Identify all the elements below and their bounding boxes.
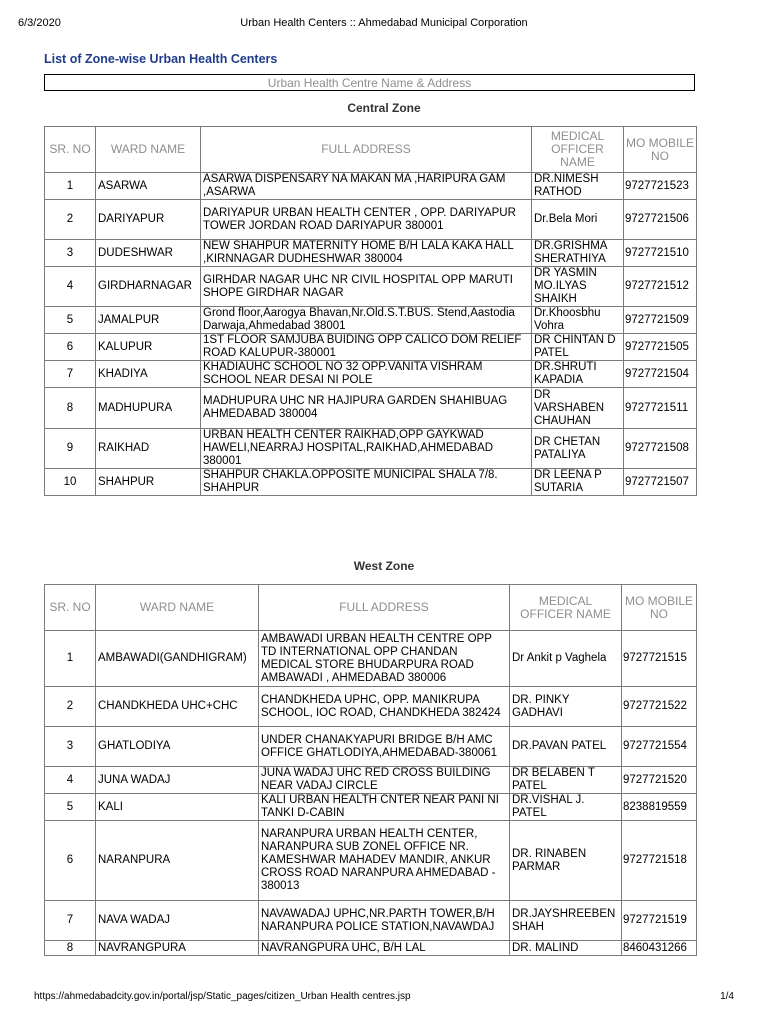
cell-officer: DR YASMIN MO.ILYAS SHAIKH xyxy=(532,267,624,307)
cell-officer: DR. PINKY GADHAVI xyxy=(510,687,622,727)
cell-mob: 9727721512 xyxy=(624,267,697,307)
cell-address: KALI URBAN HEALTH CNTER NEAR PANI NI TANKI D-CABIN xyxy=(259,794,510,821)
cell-mob: 9727721554 xyxy=(622,727,697,767)
cell-address: NARANPURA URBAN HEALTH CENTER, NARANPURA SUB ZONEL OFFICE NR. KAMESHWAR MAHADEV MANDIR, ANKUR CROSS ROAD NARANPURA AHMEDABAD - 380013 xyxy=(259,821,510,901)
cell-ward: KALI xyxy=(96,794,259,821)
cell-officer: DR VARSHABEN CHAUHAN xyxy=(532,388,624,429)
cell-sr: 9 xyxy=(45,429,96,469)
table-row xyxy=(45,941,697,956)
col-ward-name: WARD NAME xyxy=(96,127,201,173)
cell-ward: NAVRANGPURA xyxy=(96,941,259,956)
west-zone-title: West Zone xyxy=(353,559,415,573)
cell-address: AMBAWADI URBAN HEALTH CENTRE OPP TD INTERNATIONAL OPP CHANDAN MEDICAL STORE BHUDARPURA ROAD AMBAWADI , AHMEDABAD 380006 xyxy=(259,631,510,687)
col-mobile-no: MO MOBILE NO xyxy=(622,585,697,631)
cell-officer: Dr Ankit p Vaghela xyxy=(510,631,622,687)
table-row xyxy=(45,361,697,388)
cell-officer: DR LEENA P SUTARIA xyxy=(532,469,624,496)
cell-ward: JAMALPUR xyxy=(96,307,201,334)
table-row xyxy=(45,267,697,307)
cell-sr: 2 xyxy=(45,687,96,727)
cell-address: NEW SHAHPUR MATERNITY HOME B/H LALA KAKA HALL ,KIRNNAGAR DUDHESHWAR 380004 xyxy=(201,240,532,267)
cell-sr: 3 xyxy=(45,240,96,267)
cell-address: NAVRANGPURA UHC, B/H LAL xyxy=(259,941,510,956)
cell-officer: DR BELABEN T PATEL xyxy=(510,767,622,794)
col-full-address: FULL ADDRESS xyxy=(201,127,532,173)
central-zone-title: Central Zone xyxy=(347,101,421,115)
cell-sr: 4 xyxy=(45,767,96,794)
col-medical-officer: MEDICAL OFFICER NAME xyxy=(532,127,624,173)
cell-officer: Dr.Khoosbhu Vohra xyxy=(532,307,624,334)
cell-ward: RAIKHAD xyxy=(96,429,201,469)
cell-address: CHANDKHEDA UPHC, OPP. MANIKRUPA SCHOOL, IOC ROAD, CHANDKHEDA 382424 xyxy=(259,687,510,727)
cell-ward: SHAHPUR xyxy=(96,469,201,496)
table-row xyxy=(45,429,697,469)
cell-address: KHADIAUHC SCHOOL NO 32 OPP.VANITA VISHRAM SCHOOL NEAR DESAI NI POLE xyxy=(201,361,532,388)
cell-officer: DR.NIMESH RATHOD xyxy=(532,173,624,200)
cell-sr: 1 xyxy=(45,631,96,687)
cell-officer: DR.GRISHMA SHERATHIYA xyxy=(532,240,624,267)
cell-sr: 6 xyxy=(45,821,96,901)
cell-ward: ASARWA xyxy=(96,173,201,200)
cell-mob: 9727721506 xyxy=(624,200,697,240)
cell-ward: NARANPURA xyxy=(96,821,259,901)
cell-ward: KHADIYA xyxy=(96,361,201,388)
table-row xyxy=(45,767,697,794)
cell-officer: DR.SHRUTI KAPADIA xyxy=(532,361,624,388)
cell-mob: 9727721507 xyxy=(624,469,697,496)
cell-mob: 8460431266 xyxy=(622,941,697,956)
table-row xyxy=(45,687,697,727)
col-mobile-no: MO MOBILE NO xyxy=(624,127,697,173)
print-date: 6/3/2020 xyxy=(18,17,61,29)
cell-mob: 9727721509 xyxy=(624,307,697,334)
table-row xyxy=(45,240,697,267)
cell-address: JUNA WADAJ UHC RED CROSS BUILDING NEAR VADAJ CIRCLE xyxy=(259,767,510,794)
col-medical-officer: MEDICAL OFFICER NAME xyxy=(510,585,622,631)
table-row xyxy=(45,469,697,496)
col-ward-name: WARD NAME xyxy=(96,585,259,631)
cell-officer: DR.VISHAL J. PATEL xyxy=(510,794,622,821)
cell-mob: 9727721508 xyxy=(624,429,697,469)
cell-officer: Dr.Bela Mori xyxy=(532,200,624,240)
cell-address: DARIYAPUR URBAN HEALTH CENTER , OPP. DARIYAPUR TOWER JORDAN ROAD DARIYAPUR 380001 xyxy=(201,200,532,240)
cell-sr: 7 xyxy=(45,361,96,388)
central-zone-table xyxy=(44,126,697,496)
table-row xyxy=(45,307,697,334)
cell-mob: 9727721522 xyxy=(622,687,697,727)
cell-mob: 9727721505 xyxy=(624,334,697,361)
cell-address: MADHUPURA UHC NR HAJIPURA GARDEN SHAHIBUAG AHMEDABAD 380004 xyxy=(201,388,532,429)
cell-officer: DR.JAYSHREEBEN SHAH xyxy=(510,901,622,941)
table-row xyxy=(45,173,697,200)
cell-ward: DUDESHWAR xyxy=(96,240,201,267)
cell-mob: 9727721523 xyxy=(624,173,697,200)
cell-mob: 9727721520 xyxy=(622,767,697,794)
cell-address: NAVAWADAJ UPHC,NR.PARTH TOWER,B/H NARANPURA POLICE STATION,NAVAWDAJ xyxy=(259,901,510,941)
cell-officer: DR CHINTAN D PATEL xyxy=(532,334,624,361)
cell-ward: MADHUPURA xyxy=(96,388,201,429)
cell-ward: JUNA WADAJ xyxy=(96,767,259,794)
cell-mob: 9727721511 xyxy=(624,388,697,429)
cell-sr: 5 xyxy=(45,307,96,334)
name-address-header: Urban Health Centre Name & Address xyxy=(44,74,695,91)
cell-sr: 1 xyxy=(45,173,96,200)
cell-officer: DR CHETAN PATALIYA xyxy=(532,429,624,469)
cell-ward: GHATLODIYA xyxy=(96,727,259,767)
table-row xyxy=(45,631,697,687)
cell-mob: 9727721515 xyxy=(622,631,697,687)
col-full-address: FULL ADDRESS xyxy=(259,585,510,631)
cell-sr: 5 xyxy=(45,794,96,821)
cell-officer: DR. MALIND xyxy=(510,941,622,956)
table-row xyxy=(45,334,697,361)
cell-address: Grond floor,Aarogya Bhavan,Nr.Old.S.T.BUS. Stend,Aastodia Darwaja,Ahmedabad 38001 xyxy=(201,307,532,334)
cell-address: GIRHDAR NAGAR UHC NR CIVIL HOSPITAL OPP MARUTI SHOPE GIRDHAR NAGAR xyxy=(201,267,532,307)
col-sr-no: SR. NO xyxy=(45,585,96,631)
cell-officer: DR. RINABEN PARMAR xyxy=(510,821,622,901)
west-zone-table xyxy=(44,584,697,956)
print-title: Urban Health Centers :: Ahmedabad Municipal Corporation xyxy=(240,17,528,29)
cell-ward: DARIYAPUR xyxy=(96,200,201,240)
cell-mob: 9727721519 xyxy=(622,901,697,941)
cell-address: UNDER CHANAKYAPURI BRIDGE B/H AMC OFFICE GHATLODIYA,AHMEDABAD-380061 xyxy=(259,727,510,767)
cell-officer: DR.PAVAN PATEL xyxy=(510,727,622,767)
cell-ward: NAVA WADAJ xyxy=(96,901,259,941)
cell-ward: AMBAWADI(GANDHIGRAM) xyxy=(96,631,259,687)
table-row xyxy=(45,821,697,901)
table-row xyxy=(45,727,697,767)
cell-ward: KALUPUR xyxy=(96,334,201,361)
cell-sr: 4 xyxy=(45,267,96,307)
table-row xyxy=(45,388,697,429)
cell-sr: 2 xyxy=(45,200,96,240)
page-title: List of Zone-wise Urban Health Centers xyxy=(44,52,278,66)
cell-sr: 8 xyxy=(45,941,96,956)
cell-sr: 6 xyxy=(45,334,96,361)
table-row xyxy=(45,794,697,821)
cell-address: URBAN HEALTH CENTER RAIKHAD,OPP GAYKWAD HAWELI,NEARRAJ HOSPITAL,RAIKHAD,AHMEDABAD 380001 xyxy=(201,429,532,469)
page-number: 1/4 xyxy=(720,991,734,1002)
col-sr-no: SR. NO xyxy=(45,127,96,173)
cell-sr: 10 xyxy=(45,469,96,496)
cell-mob: 9727721510 xyxy=(624,240,697,267)
cell-address: ASARWA DISPENSARY NA MAKAN MA ,HARIPURA GAM ,ASARWA xyxy=(201,173,532,200)
table-row xyxy=(45,200,697,240)
table-row xyxy=(45,901,697,941)
cell-address: SHAHPUR CHAKLA.OPPOSITE MUNICIPAL SHALA 7/8. SHAHPUR xyxy=(201,469,532,496)
page-url: https://ahmedabadcity.gov.in/portal/jsp/Static_pages/citizen_Urban Health centres.jsp xyxy=(34,991,411,1002)
cell-sr: 8 xyxy=(45,388,96,429)
cell-mob: 8238819559 xyxy=(622,794,697,821)
cell-mob: 9727721504 xyxy=(624,361,697,388)
cell-sr: 7 xyxy=(45,901,96,941)
cell-mob: 9727721518 xyxy=(622,821,697,901)
cell-address: 1ST FLOOR SAMJUBA BUIDING OPP CALICO DOM RELIEF ROAD KALUPUR-380001 xyxy=(201,334,532,361)
cell-ward: CHANDKHEDA UHC+CHC xyxy=(96,687,259,727)
cell-sr: 3 xyxy=(45,727,96,767)
cell-ward: GIRDHARNAGAR xyxy=(96,267,201,307)
